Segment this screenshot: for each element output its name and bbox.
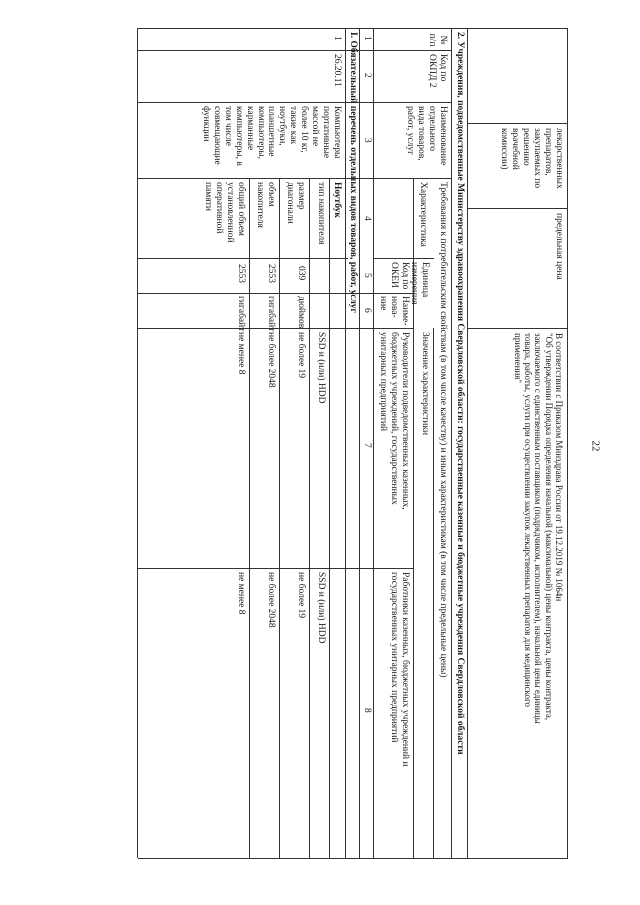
- row-workers-ram: не менее 8: [236, 572, 246, 615]
- item-name: Компьютеры портативные массой не более 10 кг, такие как ноутбуки, планшетные компьютеры, карманные компьютеры, в том числе совмещающие функции: [200, 106, 342, 166]
- row-code-ram: 2553: [236, 264, 246, 283]
- header-workers: Работники казенных, бюджетных учреждений и государственных унитарных предприятий: [389, 572, 410, 767]
- row-char-ram: общий объем установленной оперативной памяти: [203, 182, 246, 243]
- row-char-diagonal: размер диагонали: [285, 182, 306, 224]
- row-unit-diagonal: дюймов: [296, 296, 306, 329]
- row-code-diagonal: 039: [296, 266, 306, 281]
- row-heads-ram: не менее 8: [236, 332, 246, 375]
- row-char-storage-type: тип накопителя: [316, 182, 326, 245]
- col-number-8: 8: [362, 708, 372, 713]
- col-number-3: 3: [362, 138, 372, 143]
- row-unit-storage-volume: гигабайт: [266, 296, 276, 332]
- header-characteristic: Характеристика: [418, 182, 428, 247]
- rotated-table-sheet: [106, 28, 576, 858]
- row-unit-ram: гигабайт: [236, 296, 246, 332]
- col-number-1: 1: [362, 36, 372, 41]
- header-name: Наименование отдельного вида товаров, работ, услуг: [405, 106, 448, 166]
- row-heads-diagonal: не более 19: [296, 332, 306, 379]
- col-number-7: 7: [362, 443, 372, 448]
- header-okpd: Код по ОКПД 2: [427, 54, 448, 88]
- header-num: № п/п: [427, 33, 448, 47]
- price-label: предельная цена: [554, 213, 564, 280]
- section-title: 2. Учреждения, подведомственные Министерству здравоохранения Свердловской области: государственные казенные и бюджетные учреждения Свердловской области: [455, 32, 465, 755]
- header-requirements: Требования к потребительским свойствам (в том числе качеству) и иным характеристикам (в том числе предельные цены): [438, 182, 448, 678]
- col-number-5: 5: [362, 273, 372, 278]
- row-heads-storage-type: SSD и (или) HDD: [316, 332, 326, 404]
- price-note: В соответствии с Приказом Минздрава России от 19.12.2019 № 1064н "Об утверждении Порядка определения начальной (максимальной) цены контракта, цены контракта, заключаемого с единственным поставщиком (подрядчиком, исполнителем), начальной цены единицы товара, работы, услуги при осуществлении закупок лекарственных препаратов для медицинского применения": [512, 333, 564, 724]
- item-group-label: Ноутбук: [332, 182, 342, 218]
- row-heads-storage-volume: не более 2048: [266, 332, 276, 388]
- row-char-storage-volume: объем накопителя: [255, 182, 276, 228]
- row-code-storage-volume: 2553: [266, 264, 276, 283]
- col-number-2: 2: [362, 73, 372, 78]
- header-value-group: Значение характеристики: [420, 332, 430, 436]
- col-number-6: 6: [362, 308, 372, 313]
- header-unit-name: Наиме- нова- ние: [378, 296, 410, 326]
- item-num: 1: [332, 36, 342, 41]
- header-unit-group: Единица измерения: [409, 262, 430, 305]
- row-workers-storage-volume: не более 2048: [266, 572, 276, 628]
- row-workers-storage-type: SSD и (или) HDD: [316, 572, 326, 644]
- header-heads: Руководители подведомственных казенных, бюджетных учреждений, государственных унитарных предприятий: [378, 332, 410, 510]
- row-workers-diagonal: не более 19: [296, 572, 306, 619]
- drug-list-cell: лекарственных препаратов, закупаемых по решению врачебной комиссии): [499, 128, 564, 189]
- item-okpd: 26.20.11: [332, 54, 342, 87]
- mandatory-list-title: I. Обязательный перечень отдельных видов товаров, работ, услуг: [348, 32, 358, 313]
- header-unit-code: Код по ОКЕИ: [389, 262, 410, 290]
- page-number: 22: [589, 440, 602, 452]
- col-number-4: 4: [362, 216, 372, 221]
